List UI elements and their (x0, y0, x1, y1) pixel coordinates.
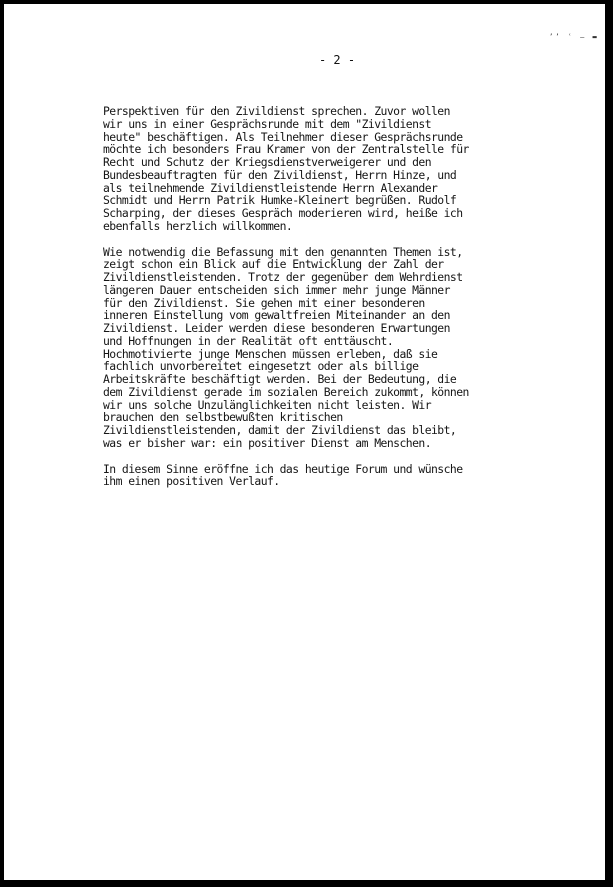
text-line: und Hoffnungen in der Realität oft enttäuscht. (103, 333, 394, 348)
text-line: Scharping, der dieses Gespräch moderieren wird, heiße ich (103, 206, 463, 220)
text-line: Schmidt und Herrn Patrik Humke-Kleinert begrüßen. Rudolf (103, 193, 457, 208)
text-line: Arbeitskräfte beschäftigt werden. Bei der Bedeutung, die (103, 372, 457, 386)
text-line: Zivildienst. Leider werden diese besonderen Erwartungen (103, 321, 450, 335)
text-line: was er bisher war: ein positiver Dienst am Menschen. (103, 435, 432, 450)
paragraph-2 (103, 246, 573, 450)
scan-marks: ʼʼ ʿ – ▬ (549, 33, 599, 41)
text-line: ebenfalls herzlich willkommen. (103, 218, 293, 233)
text-line: zeigt schon ein Blick auf die Entwicklung der Zahl der (103, 257, 444, 272)
text-line: dem Zivildienst gerade im sozialen Bereich zukommt, können (103, 384, 469, 399)
text-line: Perspektiven für den Zivildienst sprechen. Zuvor wollen (103, 104, 450, 118)
text-line: Bundesbeauftragten für den Zivildienst, Herrn Hinze, und (103, 167, 457, 182)
text-line: wir uns solche Unzulänglichkeiten nicht leisten. Wir (103, 397, 432, 412)
text-line: wir uns in einer Gesprächsrunde mit dem "Zivildienst (103, 116, 432, 131)
text-line: möchte ich besonders Frau Kramer von der Zentralstelle für (103, 142, 469, 157)
text-line: für den Zivildienst. Sie gehen mit einer besonderen (103, 295, 425, 310)
paragraph-1 (103, 105, 573, 233)
text-line: längeren Dauer entscheiden sich immer mehr junge Männer (103, 282, 450, 297)
text-line: ihm einen positiven Verlauf. (103, 474, 280, 489)
text-line: als teilnehmende Zivildienstleistende Herrn Alexander (103, 180, 438, 195)
text-line: heute" beschäftigen. Als Teilnehmer dieser Gesprächsrunde (103, 129, 463, 144)
text-line: Zivildienstleistenden, damit der Zivildienst das bleibt, (103, 423, 457, 437)
text-line: In diesem Sinne eröffne ich das heutige Forum und wünsche (103, 461, 463, 476)
text-line: Zivildienstleistenden. Trotz der gegenüber dem Wehrdienst (103, 270, 463, 284)
text-line: Recht und Schutz der Kriegsdienstverweigerer und den (103, 155, 432, 169)
text-line: inneren Einstellung vom gewaltfreien Miteinander an den (103, 308, 450, 323)
document-page (4, 4, 605, 880)
text-line: Hochmotivierte junge Menschen müssen erleben, daß sie (103, 346, 438, 361)
letter-body (103, 105, 573, 501)
text-line: fachlich unvorbereitet eingesetzt oder als billige (103, 359, 419, 374)
text-line: Wie notwendig die Befassung mit den genannten Themen ist, (103, 244, 463, 259)
text-line: brauchen den selbstbewußten kritischen (103, 410, 343, 425)
paragraph-3 (103, 463, 573, 489)
page-number: - 2 - (318, 53, 356, 67)
